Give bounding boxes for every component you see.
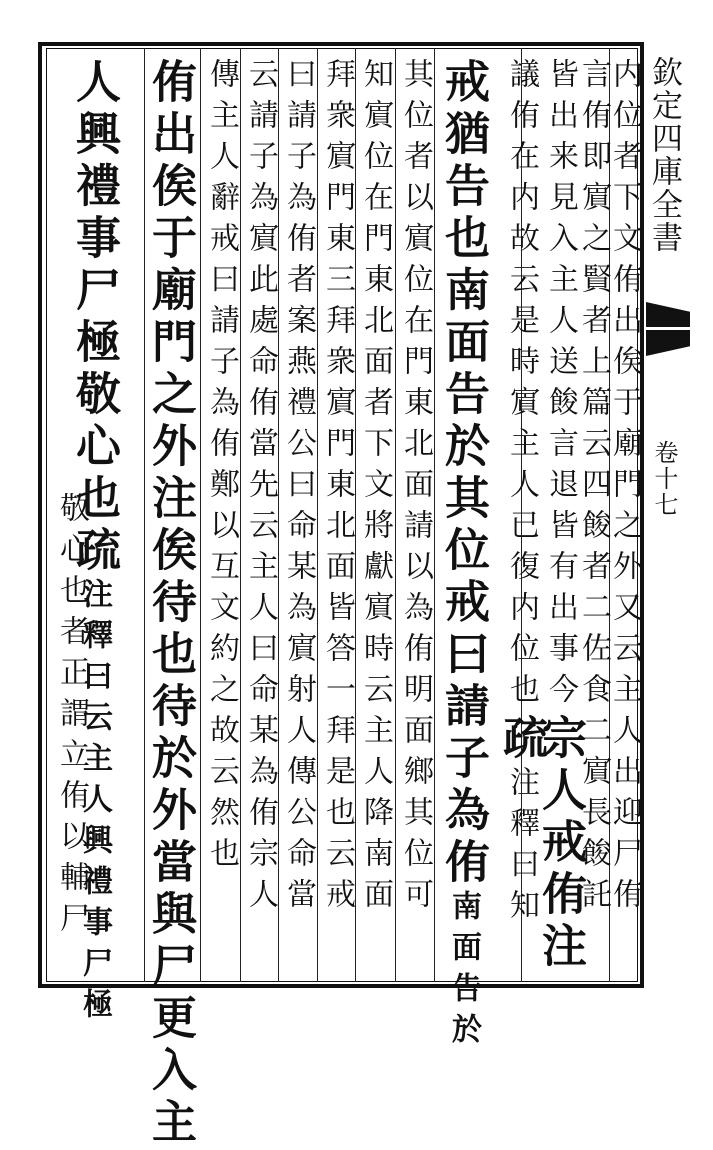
- commentary-text: 議侑在内故云是時賔主人已復内位也: [504, 58, 539, 714]
- volume-label: 卷十七: [650, 440, 678, 518]
- text-column: [144, 58, 197, 1150]
- text-column: [495, 58, 548, 930]
- main-text: 宗人戒侑注: [534, 714, 587, 974]
- main-text: 侑出俟于廟門之外注俟待也待於外當與尸更入主: [144, 58, 197, 1150]
- column-rule: [317, 48, 318, 982]
- column-rule: [278, 48, 279, 982]
- commentary-text: 注釋曰知: [504, 766, 539, 930]
- text-column: [534, 58, 587, 974]
- column-rule: [434, 48, 435, 982]
- main-text: 人興禮事尸極敬心也疏: [68, 58, 121, 578]
- book-title: 欽定四庫全書: [646, 56, 682, 254]
- commentary-text: 内位者下文侑出俟于廟門之外又云主人出迎尸侑: [607, 58, 642, 919]
- column-rule: [240, 48, 241, 982]
- text-column: [398, 58, 433, 919]
- text-column: [204, 58, 239, 878]
- commentary-text: 傳主人辭戒曰請子為侑鄭以互文約之故云然也: [204, 58, 239, 878]
- text-column: [54, 492, 89, 943]
- commentary-text: 言侑即賔之賢者上篇云四餕者二佐食二賔長餕託: [576, 58, 611, 919]
- text-column: [243, 58, 278, 919]
- text-column: [320, 58, 355, 919]
- text-column: [437, 58, 490, 1054]
- commentary-text: 敬心也者正謂立侑以輔尸: [54, 492, 89, 943]
- commentary-text: 云請子為賔此處命侑當先云主人曰命某為侑宗人: [243, 58, 278, 919]
- commentary-text: 南面告於: [446, 890, 481, 1054]
- commentary-text: 曰請子為侑者案燕禮公曰命某為賔射人傳公命當: [281, 58, 316, 919]
- column-rule: [200, 48, 201, 982]
- commentary-text: 其位者以賔位在門東北面請以為侑明面鄉其位可: [398, 58, 433, 919]
- column-rule: [355, 48, 356, 982]
- fishtail-divider: [646, 327, 690, 330]
- text-column: [358, 58, 393, 919]
- commentary-text: 拜衆賔門東三拜衆賔門東北面皆答一拜是也云戒: [320, 58, 355, 919]
- commentary-text: 注釋曰云主人興禮事尸極: [77, 578, 112, 1029]
- commentary-text: 皆出来見入主人送餕言退皆有出事今: [543, 58, 578, 714]
- text-column: [281, 58, 316, 919]
- main-text: 戒猶告也南面告於其位戒曰請子為侑: [437, 58, 490, 890]
- shu-marker: 疏: [495, 714, 548, 766]
- commentary-text: 知賔位在門東北面者下文將獻賔時云主人降南面: [358, 58, 393, 919]
- text-column: [607, 58, 642, 919]
- column-rule: [395, 48, 396, 982]
